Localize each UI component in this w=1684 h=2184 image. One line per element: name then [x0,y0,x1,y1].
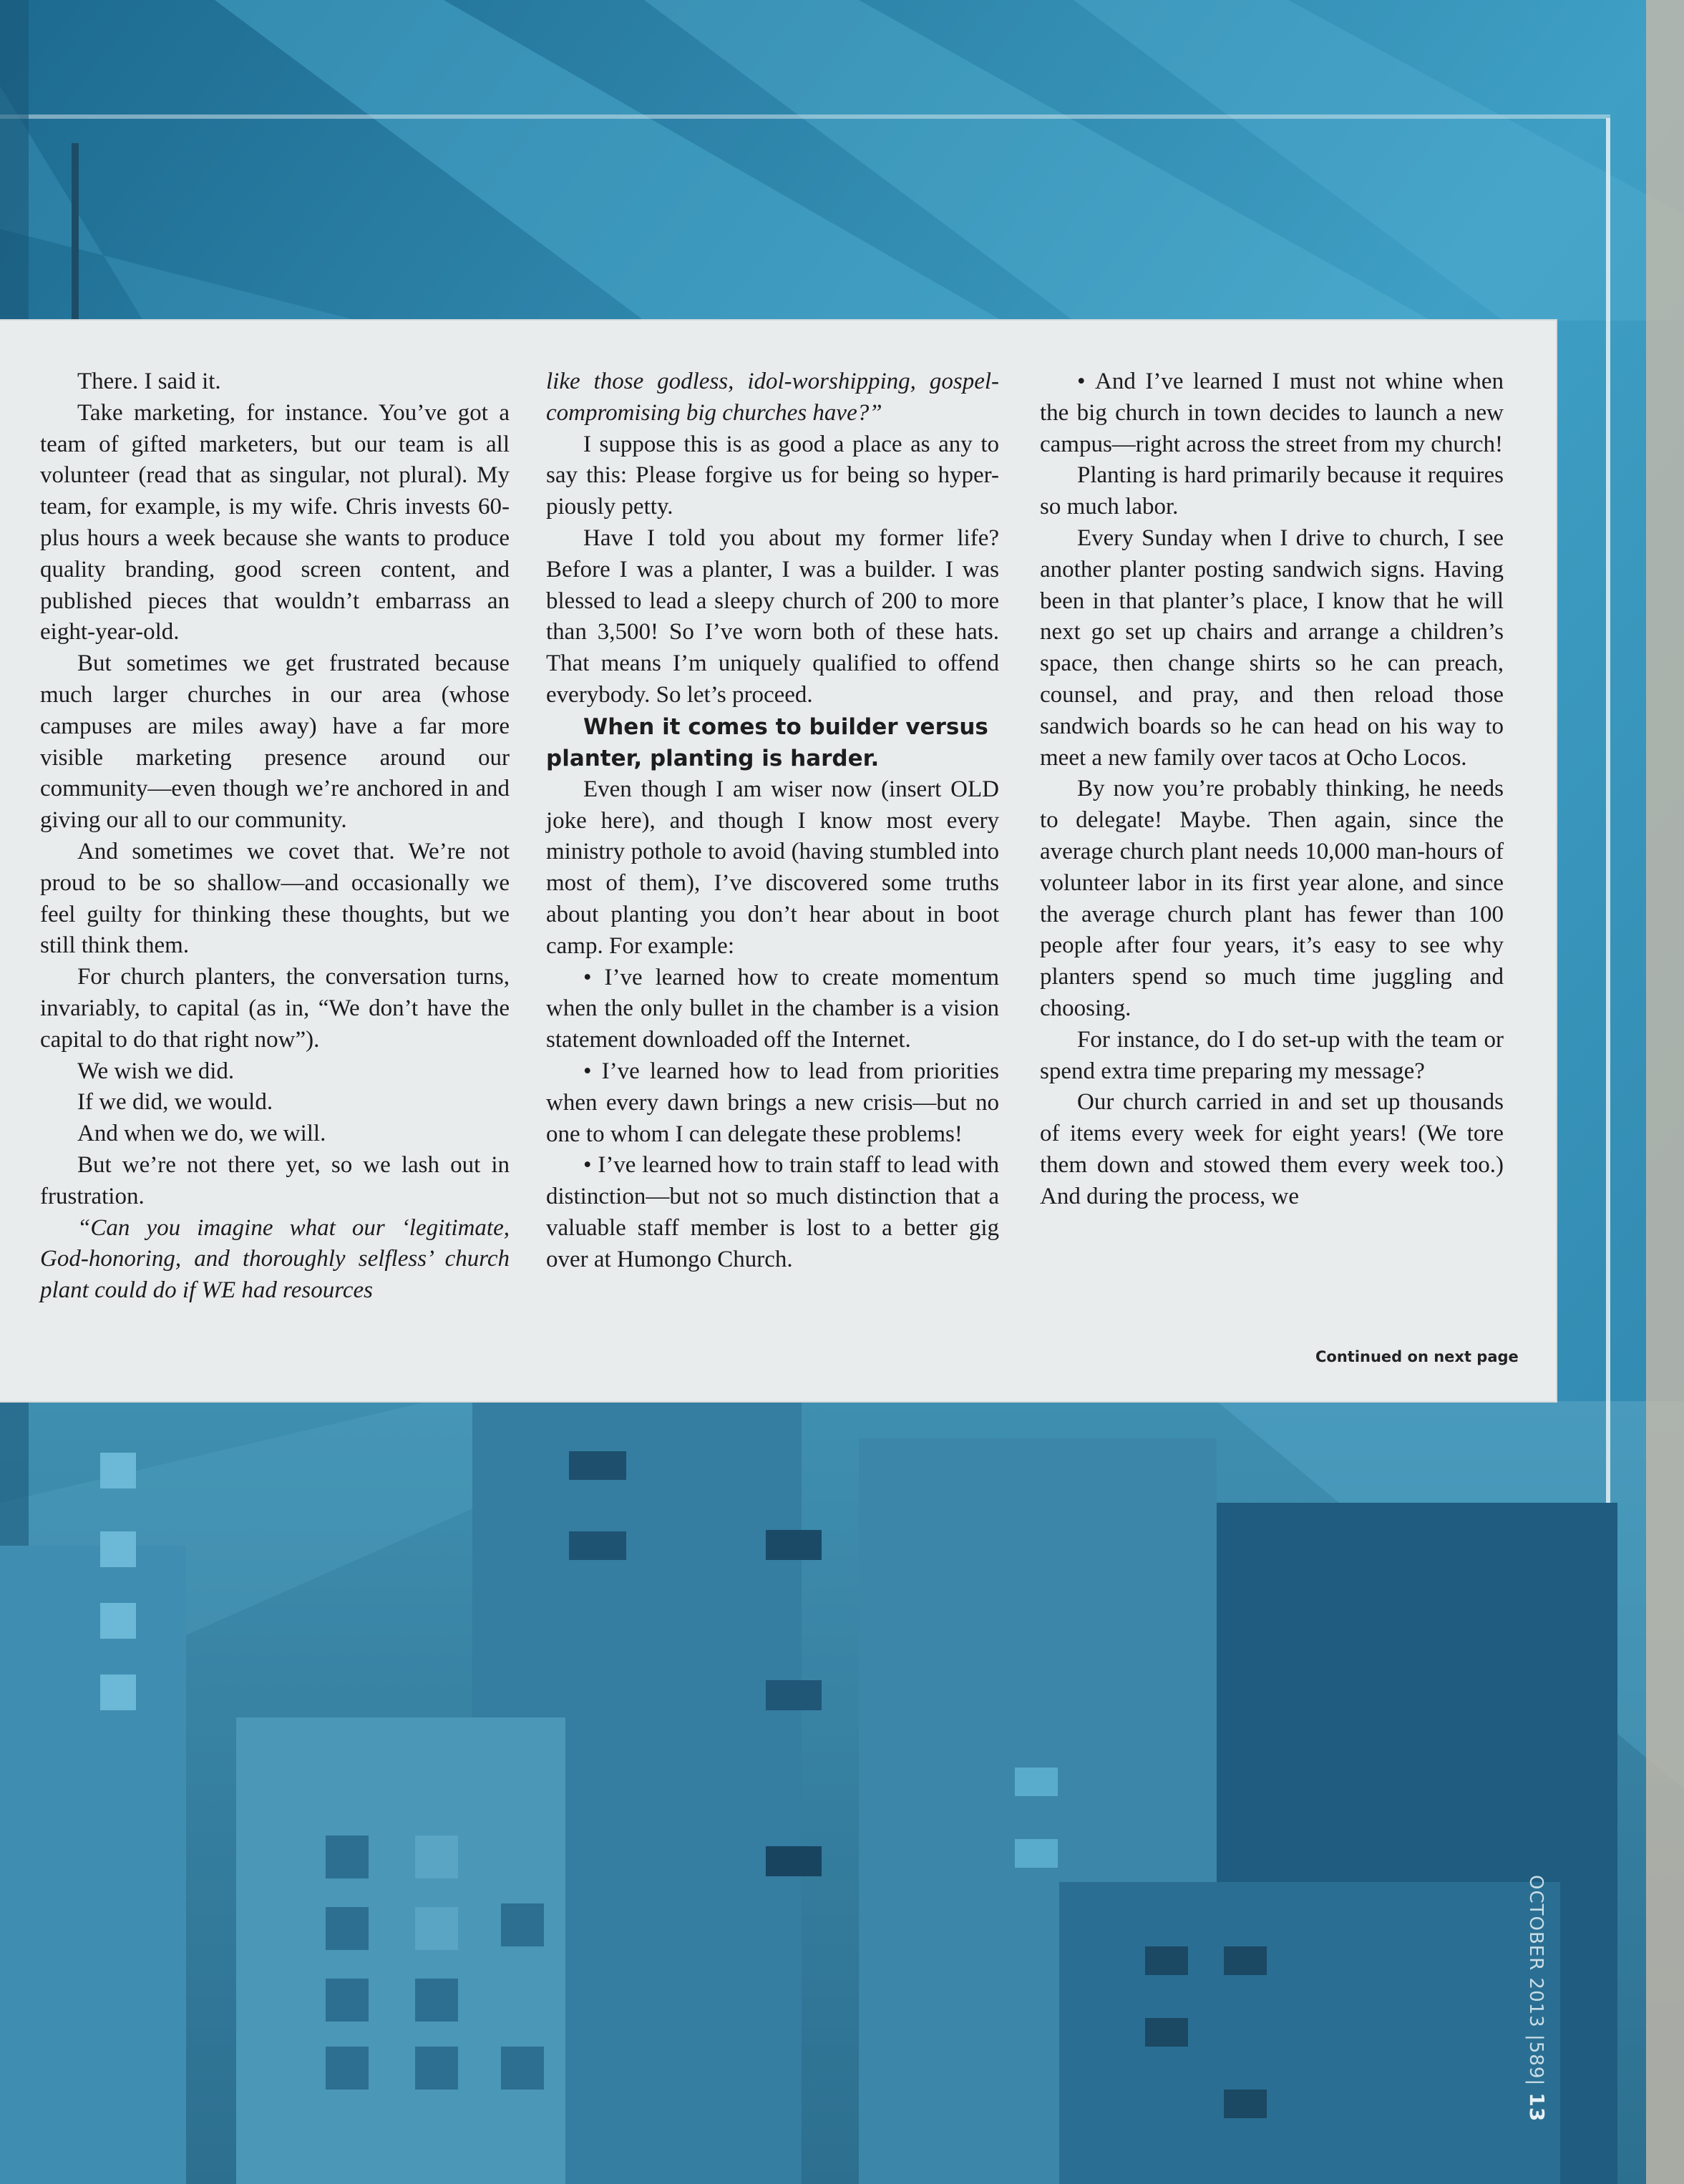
bullet-item: • I’ve learned how to lead from priorities when every dawn brings a new crisis—but no one to whom I can delegate these problems! [546,1056,999,1150]
paragraph: Take marketing, for instance. You’ve got a team of gifted marketers, but our team is all volunteer (read that as singular, not plural). My team, for example, is my wife. Chris invests 60-plus hours a week because she wants to produce quality branding, good screen content, and published pieces that wouldn’t embarrass an eight-year-old. [40,399,510,645]
paragraph: Even though I am wiser now (insert OLD joke here), and though I know most every ministry pothole to avoid (having stumbled into most of them), I’ve discovered some truths about planting you don’t hear about in boot camp. For example: [546,776,999,959]
paragraph: And sometimes we covet that. We’re not proud to be so shallow—and occasionally we feel guilty for thinking these thoughts, but we still think them. [40,838,510,959]
paragraph: For church planters, the conversation turns, invariably, to capital (as in, “We don’t have the capital to do that right now”). [40,964,510,1053]
page-folio [1525,1875,1549,2122]
section-heading: When it comes to builder versus planter, planting is harder. [546,713,988,771]
paragraph: I suppose this is as good a place as any to say this: Please forgive us for being so hyper-piously petty. [546,431,999,520]
paragraph: But we’re not there yet, so we lash out in frustration. [40,1151,510,1209]
article-column-2 [546,366,999,1276]
paragraph: By now you’re probably thinking, he needs to delegate! Maybe. Then again, since the average church plant needs 10,000 man-hours of volunteer labor in its first year alone, and since the average church plant has fewer than 100 people after four years, it’s easy to see why planters spend so much time juggling and choosing. [1040,776,1504,1021]
issue-label: OCTOBER 2013 |589| [1525,1875,1547,2087]
bullet-item: • I’ve learned how to create momentum when the only bullet in the chamber is a vision statement downloaded off the Internet. [546,962,999,1056]
paragraph: But sometimes we get frustrated because much larger churches in our area (whose campuses are miles away) have a far more visible marketing presence around our community—even though we’re anchored in and giving our all to our community. [40,650,510,834]
paragraph: Our church carried in and set up thousands of items every week for eight years! (We tore them down and stowed them every week too.) And during the process, we [1040,1089,1504,1209]
bullet-item: • And I’ve learned I must not whine when the big church in town decides to launch a new campus—right across the street from my church! [1040,366,1504,460]
bullet-item: • I’ve learned how to train staff to lead with distinction—but not so much distinction that a valuable staff member is lost to a better gig over at Humongo Church. [546,1150,999,1275]
paragraph: We wish we did. [77,1058,235,1084]
paragraph: Every Sunday when I drive to church, I see another planter posting sandwich signs. Having been in that planter’s place, I know that he will next go set up chairs and arrange a children’s space, then change shirts so he can preach, counsel, and pray, and then reload those sandwich boards so he can head on his way to meet a new family over tacos at Ocho Locos. [1040,525,1504,771]
paragraph: If we did, we would. [77,1089,273,1116]
paragraph: And when we do, we will. [77,1121,326,1147]
paragraph: Have I told you about my former life? Before I was a planter, I was a builder. I was blessed to lead a sleepy church of 200 to more than 3,500! So I’ve worn both of these hats. That means I’m uniquely qualified to offend everybody. So let’s proceed. [546,525,999,708]
paragraph: Planting is hard primarily because it requires so much labor. [1040,462,1504,520]
paragraph: “Can you imagine what our ‘legitimate, God-honoring, and thoroughly selfless’ church plant could do if WE had resources [40,1214,510,1304]
article-column-3 [1040,366,1504,1213]
paragraph: like those godless, idol-worshipping, gospel-compromising big churches have?” [546,369,999,426]
continued-label: Continued on next page [1315,1348,1519,1365]
paragraph: For instance, do I do set-up with the team or spend extra time preparing my message? [1040,1026,1504,1084]
paragraph: There. I said it. [77,369,221,394]
page-number: 13 [1525,2092,1549,2122]
article-column-1 [40,366,510,1307]
